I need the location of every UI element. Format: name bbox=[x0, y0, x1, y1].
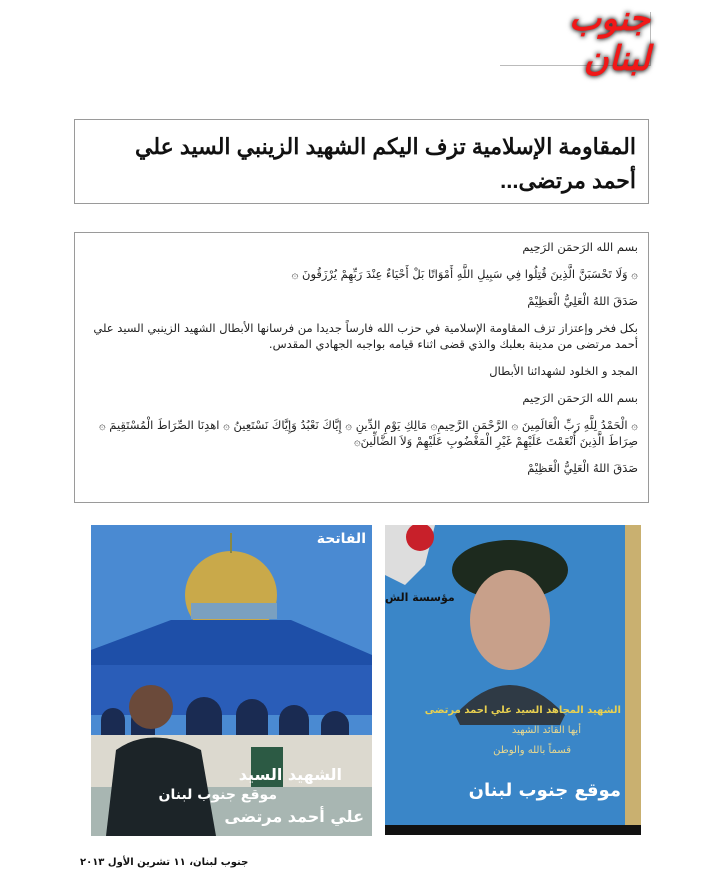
sadaqa: صَدَقَ اللهُ الْعَلِيُّ الْعَظِيْمْ bbox=[527, 294, 638, 308]
sadaqa-2: صَدَقَ اللهُ الْعَلِيُّ الْعَظِيْمْ bbox=[527, 461, 638, 475]
announcement: بكل فخر وإعتزاز تزف المقاومة الإسلامية في حزب الله فارساً جديدا من فرسانها الأبطال الشهيد الزينبي السيد علي أحمد مرتضى من مدينة بعلبك والذي قضى اثناء قيامه بواجبه الجهادي المقدس. bbox=[93, 321, 638, 351]
article-title: المقاومة الإسلامية تزف اليكم الشهيد الزينبي السيد علي أحمد مرتضى... bbox=[135, 134, 636, 193]
poster-name: الشهيد المجاهد السيد علي احمد مرتضى bbox=[424, 705, 621, 716]
fatiha: ۞ الْحَمْدُ لِلَّهِ رَبِّ الْعَالَمِينَ ۞ الرَّحْمَنِ الرَّحِيمِ۞ مَالِكِ يَوْمِ الدِّينِ ۞ إِيَّاكَ نَعْبُدُ وَإِيَّاكَ نَسْتَعِينُ ۞ اهدِنَا الصِّرَاطَ الْمُسْتَقِيمَ ۞ صِرَاطَ الَّذِينَ أَنْعَمْتَ عَلَيْهِمْ غَيْرِ الْمَغْضُوبِ عَلَيْهِمْ وَلاَ الضَّالِّينَ۞ bbox=[98, 418, 638, 448]
martyr-caption-line2: علي أحمد مرتضى bbox=[224, 807, 364, 826]
martyr-photo-poster bbox=[385, 525, 641, 835]
article-body bbox=[74, 232, 649, 503]
dateline: جنوب لبنان، ١١ تشرين الأول ٢٠١٣ bbox=[80, 857, 249, 868]
quran-verse: ۞ وَلَا تَحْسَبَنَّ الَّذِينَ قُتِلُوا فِي سَبِيلِ اللَّهِ أَمْوَاتًا بَلْ أَحْيَاءٌ عِنْدَ رَبِّهِمْ يُرْزَقُونَ ۞ bbox=[291, 267, 638, 281]
basmala: بسم الله الرَحمَن الرَحِيم bbox=[522, 240, 638, 254]
logo-text: جنوب لبنان bbox=[569, 0, 650, 79]
site-logo[interactable] bbox=[500, 0, 651, 79]
fatiha-caption: الفاتحة bbox=[316, 531, 366, 547]
martyr-photo-shrine bbox=[91, 525, 372, 836]
martyr-caption-line1: الشهيد السيد bbox=[238, 765, 342, 784]
foundation-text: مؤسسة الش bbox=[385, 591, 455, 604]
watermark: موقع جنوب لبنان bbox=[158, 787, 277, 803]
watermark: موقع جنوب لبنان bbox=[468, 780, 621, 801]
poster-line1: أيها القائد الشهيد bbox=[511, 725, 581, 736]
glory-line: المجد و الخلود لشهدائنا الأبطال bbox=[489, 364, 638, 378]
poster-line2: قسماً بالله والوطن bbox=[493, 745, 571, 756]
article-title-box bbox=[74, 119, 649, 204]
basmala-2: بسم الله الرَحمَن الرَحِيم bbox=[522, 391, 638, 405]
